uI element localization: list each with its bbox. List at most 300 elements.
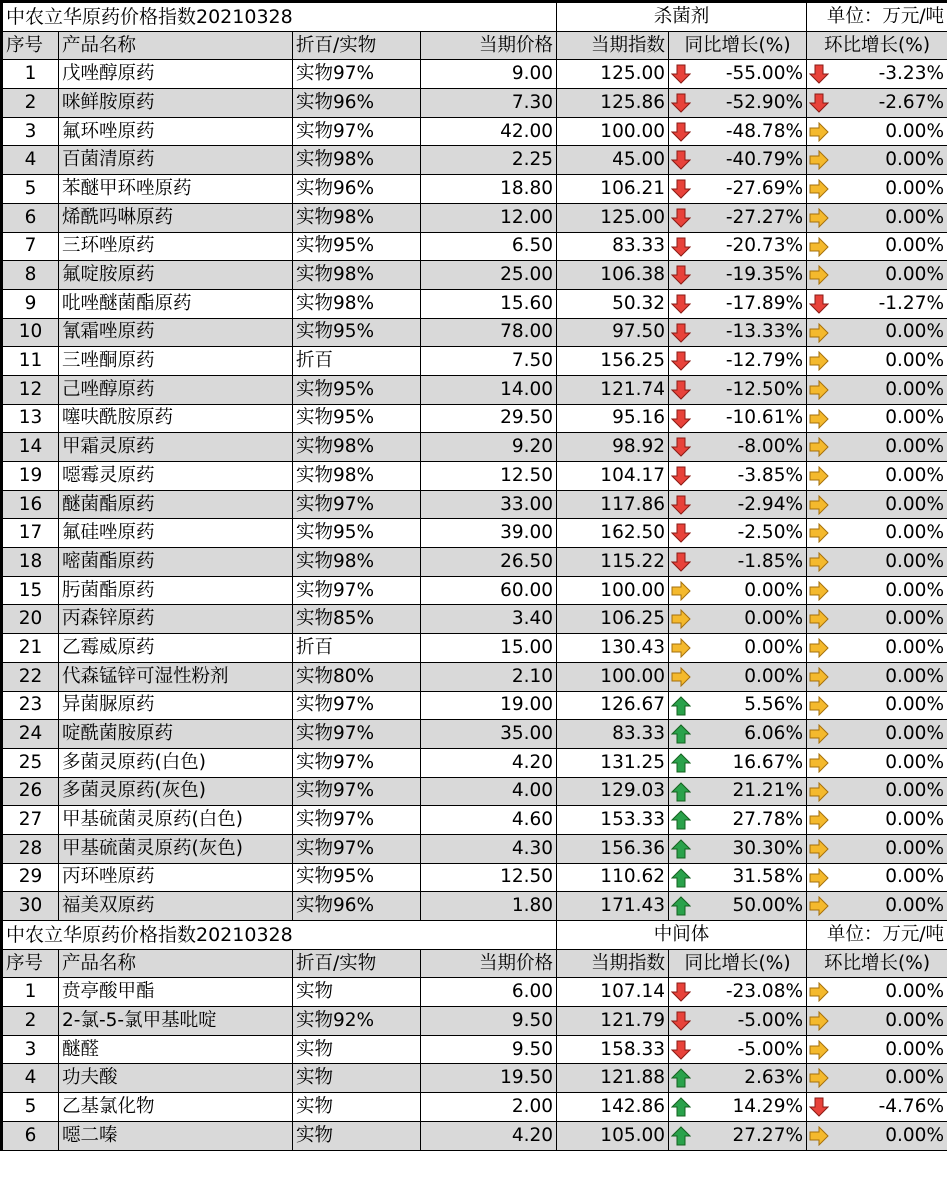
arrow-right-icon	[809, 896, 829, 916]
index-cell: 105.00	[557, 1121, 669, 1150]
arrow-up-icon	[671, 839, 691, 859]
yoy-cell-value: -27.27%	[725, 206, 804, 228]
row-no: 18	[3, 548, 59, 577]
row-no: 24	[3, 720, 59, 749]
arrow-down-icon	[671, 93, 691, 113]
mom-cell	[807, 433, 947, 462]
mom-cell	[807, 60, 947, 89]
mom-cell-value: 0.00%	[885, 436, 945, 458]
section-title-row	[3, 921, 947, 950]
yoy-cell	[669, 261, 807, 290]
arrow-down-icon	[671, 466, 691, 486]
arrow-right-icon	[809, 1011, 829, 1031]
yoy-cell-value: 14.29%	[732, 1095, 804, 1117]
product-name: 甲霜灵原药	[59, 433, 293, 462]
product-name: 百菌清原药	[59, 146, 293, 175]
table-row	[3, 605, 947, 634]
mom-cell-value: 0.00%	[885, 837, 945, 859]
product-name: 嘧菌酯原药	[59, 548, 293, 577]
row-no: 12	[3, 375, 59, 404]
arrow-down-icon	[671, 323, 691, 343]
yoy-cell-value: -48.78%	[725, 120, 804, 142]
row-no: 27	[3, 806, 59, 835]
spec-cell: 实物85%	[293, 605, 421, 634]
category-label: 中间体	[557, 921, 807, 950]
mom-cell-value: 0.00%	[885, 120, 945, 142]
index-cell: 158.33	[557, 1035, 669, 1064]
yoy-cell-value: -8.00%	[737, 436, 804, 458]
price-cell: 18.80	[421, 175, 557, 204]
table-row	[3, 519, 947, 548]
arrow-right-icon	[809, 552, 829, 572]
index-cell: 95.16	[557, 404, 669, 433]
mom-cell-value: 0.00%	[885, 550, 945, 572]
yoy-cell	[669, 1035, 807, 1064]
spec-cell: 实物	[293, 978, 421, 1007]
mom-cell-value: 0.00%	[885, 378, 945, 400]
yoy-cell-value: 31.58%	[732, 866, 804, 888]
arrow-down-icon	[671, 380, 691, 400]
price-cell: 26.50	[421, 548, 557, 577]
spec-cell: 折百	[293, 347, 421, 376]
mom-cell	[807, 375, 947, 404]
mom-cell-value: 0.00%	[885, 321, 945, 343]
price-cell: 4.30	[421, 834, 557, 863]
row-no: 4	[3, 1064, 59, 1093]
column-header-row	[3, 949, 947, 978]
arrow-down-icon	[671, 294, 691, 314]
table-row	[3, 834, 947, 863]
header-product-name: 产品名称	[59, 949, 293, 978]
price-cell: 4.60	[421, 806, 557, 835]
arrow-down-icon	[671, 150, 691, 170]
arrow-down-icon	[671, 523, 691, 543]
yoy-cell	[669, 634, 807, 663]
arrow-down-icon	[671, 351, 691, 371]
mom-cell-value: 0.00%	[885, 264, 945, 286]
price-cell: 19.50	[421, 1064, 557, 1093]
mom-cell-value: 0.00%	[885, 149, 945, 171]
index-cell: 100.00	[557, 662, 669, 691]
spec-cell: 折百	[293, 634, 421, 663]
table-row	[3, 691, 947, 720]
arrow-down-icon	[671, 1040, 691, 1060]
index-cell: 126.67	[557, 691, 669, 720]
yoy-cell-value: 16.67%	[732, 751, 804, 773]
arrow-down-icon	[671, 122, 691, 142]
yoy-cell	[669, 318, 807, 347]
mom-cell	[807, 720, 947, 749]
price-cell: 78.00	[421, 318, 557, 347]
row-no: 11	[3, 347, 59, 376]
arrow-down-icon	[671, 237, 691, 257]
arrow-up-icon	[671, 896, 691, 916]
spec-cell: 实物98%	[293, 289, 421, 318]
spec-cell: 实物92%	[293, 1007, 421, 1036]
index-cell: 100.00	[557, 117, 669, 146]
index-cell: 107.14	[557, 978, 669, 1007]
price-cell: 2.00	[421, 1093, 557, 1122]
mom-cell-value: 0.00%	[885, 177, 945, 199]
mom-cell-value: 0.00%	[885, 694, 945, 716]
unit-label: 单位：万元/吨	[807, 921, 947, 950]
index-cell: 156.36	[557, 834, 669, 863]
product-name: 肟菌酯原药	[59, 576, 293, 605]
yoy-cell-value: -55.00%	[725, 63, 804, 85]
mom-cell-value: 0.00%	[885, 751, 945, 773]
report-title: 中农立华原药价格指数20210328	[3, 921, 557, 950]
mom-cell-value: 0.00%	[885, 464, 945, 486]
arrow-right-icon	[671, 609, 691, 629]
price-cell: 60.00	[421, 576, 557, 605]
yoy-cell	[669, 462, 807, 491]
mom-cell	[807, 1064, 947, 1093]
row-no: 10	[3, 318, 59, 347]
table-row	[3, 347, 947, 376]
yoy-cell	[669, 519, 807, 548]
table-row	[3, 748, 947, 777]
table-row	[3, 720, 947, 749]
price-cell: 42.00	[421, 117, 557, 146]
product-name: 噁霉灵原药	[59, 462, 293, 491]
price-cell: 19.00	[421, 691, 557, 720]
spec-cell: 实物80%	[293, 662, 421, 691]
table-row	[3, 404, 947, 433]
product-name: 三唑酮原药	[59, 347, 293, 376]
price-cell: 25.00	[421, 261, 557, 290]
table-row	[3, 60, 947, 89]
table-row	[3, 1121, 947, 1150]
yoy-cell	[669, 892, 807, 921]
table-row	[3, 777, 947, 806]
price-cell: 9.00	[421, 60, 557, 89]
row-no: 25	[3, 748, 59, 777]
arrow-right-icon	[809, 351, 829, 371]
table-row	[3, 548, 947, 577]
spec-cell: 实物95%	[293, 863, 421, 892]
index-cell: 106.38	[557, 261, 669, 290]
spec-cell: 实物	[293, 1121, 421, 1150]
mom-cell-value: 0.00%	[885, 866, 945, 888]
header-spec: 折百/实物	[293, 949, 421, 978]
row-no: 17	[3, 519, 59, 548]
product-name: 功夫酸	[59, 1064, 293, 1093]
product-name: 甲基硫菌灵原药(白色)	[59, 806, 293, 835]
report-title: 中农立华原药价格指数20210328	[3, 3, 557, 32]
product-name: 贲亭酸甲酯	[59, 978, 293, 1007]
index-cell: 125.00	[557, 203, 669, 232]
row-no: 7	[3, 232, 59, 261]
yoy-cell	[669, 978, 807, 1007]
mom-cell	[807, 777, 947, 806]
table-row	[3, 806, 947, 835]
header-no: 序号	[3, 31, 59, 60]
yoy-cell-value: -17.89%	[725, 292, 804, 314]
arrow-up-icon	[671, 1068, 691, 1088]
arrow-down-icon	[671, 1011, 691, 1031]
index-cell: 45.00	[557, 146, 669, 175]
yoy-cell	[669, 834, 807, 863]
spec-cell: 实物95%	[293, 232, 421, 261]
product-name: 啶酰菌胺原药	[59, 720, 293, 749]
spec-cell: 实物96%	[293, 175, 421, 204]
spec-cell: 实物95%	[293, 318, 421, 347]
mom-cell	[807, 261, 947, 290]
spec-cell: 实物97%	[293, 60, 421, 89]
row-no: 28	[3, 834, 59, 863]
arrow-right-icon	[809, 323, 829, 343]
table-row	[3, 892, 947, 921]
yoy-cell	[669, 375, 807, 404]
mom-cell	[807, 576, 947, 605]
index-cell: 83.33	[557, 720, 669, 749]
arrow-down-icon	[671, 265, 691, 285]
mom-cell	[807, 117, 947, 146]
price-cell: 29.50	[421, 404, 557, 433]
mom-cell	[807, 834, 947, 863]
product-name: 吡唑醚菌酯原药	[59, 289, 293, 318]
yoy-cell-value: -19.35%	[725, 264, 804, 286]
mom-cell-value: 0.00%	[885, 522, 945, 544]
mom-cell	[807, 490, 947, 519]
row-no: 23	[3, 691, 59, 720]
index-cell: 50.32	[557, 289, 669, 318]
product-name: 醚醛	[59, 1035, 293, 1064]
row-no: 14	[3, 433, 59, 462]
mom-cell-value: 0.00%	[885, 1038, 945, 1060]
arrow-down-icon	[671, 982, 691, 1002]
spec-cell: 实物	[293, 1064, 421, 1093]
yoy-cell-value: 6.06%	[744, 723, 804, 745]
yoy-cell	[669, 806, 807, 835]
mom-cell-value: 0.00%	[885, 1124, 945, 1146]
arrow-right-icon	[809, 150, 829, 170]
row-no: 13	[3, 404, 59, 433]
price-index-table	[2, 2, 947, 1151]
mom-cell	[807, 863, 947, 892]
spec-cell: 实物97%	[293, 806, 421, 835]
yoy-cell-value: -13.33%	[725, 321, 804, 343]
yoy-cell-value: -40.79%	[725, 149, 804, 171]
yoy-cell-value: 30.30%	[732, 837, 804, 859]
spec-cell: 实物98%	[293, 203, 421, 232]
product-name: 2-氯-5-氯甲基吡啶	[59, 1007, 293, 1036]
unit-label: 单位：万元/吨	[807, 3, 947, 32]
mom-cell	[807, 175, 947, 204]
yoy-cell-value: -3.85%	[737, 464, 804, 486]
mom-cell	[807, 1121, 947, 1150]
arrow-down-icon	[671, 208, 691, 228]
mom-cell-value: 0.00%	[885, 665, 945, 687]
arrow-right-icon	[809, 868, 829, 888]
mom-cell-value: 0.00%	[885, 1067, 945, 1089]
mom-cell	[807, 806, 947, 835]
index-cell: 125.00	[557, 60, 669, 89]
header-mom: 环比增长(%)	[807, 31, 947, 60]
arrow-right-icon	[809, 1126, 829, 1146]
arrow-right-icon	[809, 1068, 829, 1088]
yoy-cell	[669, 146, 807, 175]
index-cell: 115.22	[557, 548, 669, 577]
product-name: 戊唑醇原药	[59, 60, 293, 89]
header-no: 序号	[3, 949, 59, 978]
price-cell: 9.50	[421, 1007, 557, 1036]
arrow-right-icon	[809, 523, 829, 543]
index-cell: 97.50	[557, 318, 669, 347]
spec-cell: 实物98%	[293, 462, 421, 491]
index-cell: 83.33	[557, 232, 669, 261]
arrow-right-icon	[809, 839, 829, 859]
mom-cell-value: -2.67%	[878, 91, 945, 113]
product-name: 甲基硫菌灵原药(灰色)	[59, 834, 293, 863]
yoy-cell-value: -52.90%	[725, 91, 804, 113]
spec-cell: 实物97%	[293, 720, 421, 749]
price-cell: 12.50	[421, 462, 557, 491]
yoy-cell	[669, 404, 807, 433]
mom-cell-value: 0.00%	[885, 981, 945, 1003]
product-name: 氟啶胺原药	[59, 261, 293, 290]
index-cell: 131.25	[557, 748, 669, 777]
arrow-down-icon	[809, 64, 829, 84]
arrow-down-icon	[671, 179, 691, 199]
spec-cell: 实物	[293, 1035, 421, 1064]
price-cell: 7.50	[421, 347, 557, 376]
table-row	[3, 1093, 947, 1122]
yoy-cell-value: 0.00%	[744, 579, 804, 601]
table-row	[3, 576, 947, 605]
row-no: 15	[3, 576, 59, 605]
arrow-up-icon	[671, 868, 691, 888]
yoy-cell-value: -12.79%	[725, 350, 804, 372]
mom-cell	[807, 462, 947, 491]
index-cell: 106.25	[557, 605, 669, 634]
index-cell: 98.92	[557, 433, 669, 462]
row-no: 20	[3, 605, 59, 634]
index-cell: 156.25	[557, 347, 669, 376]
arrow-up-icon	[671, 1126, 691, 1146]
arrow-right-icon	[809, 380, 829, 400]
table-row	[3, 261, 947, 290]
arrow-up-icon	[671, 753, 691, 773]
mom-cell	[807, 978, 947, 1007]
arrow-right-icon	[809, 466, 829, 486]
row-no: 3	[3, 117, 59, 146]
header-index: 当期指数	[557, 31, 669, 60]
index-cell: 153.33	[557, 806, 669, 835]
price-cell: 12.00	[421, 203, 557, 232]
price-cell: 3.40	[421, 605, 557, 634]
yoy-cell-value: -5.00%	[737, 1009, 804, 1031]
price-cell: 15.00	[421, 634, 557, 663]
product-name: 丙环唑原药	[59, 863, 293, 892]
product-name: 苯醚甲环唑原药	[59, 175, 293, 204]
price-cell: 4.20	[421, 748, 557, 777]
table-row	[3, 318, 947, 347]
yoy-cell	[669, 863, 807, 892]
table-row	[3, 175, 947, 204]
mom-cell-value: 0.00%	[885, 579, 945, 601]
yoy-cell	[669, 691, 807, 720]
header-product-name: 产品名称	[59, 31, 293, 60]
product-name: 代森锰锌可湿性粉剂	[59, 662, 293, 691]
mom-cell	[807, 519, 947, 548]
table-row	[3, 89, 947, 118]
yoy-cell-value: 27.27%	[732, 1124, 804, 1146]
arrow-right-icon	[809, 581, 829, 601]
mom-cell-value: 0.00%	[885, 350, 945, 372]
yoy-cell	[669, 203, 807, 232]
arrow-down-icon	[671, 437, 691, 457]
row-no: 8	[3, 261, 59, 290]
header-price: 当期价格	[421, 31, 557, 60]
arrow-right-icon	[809, 753, 829, 773]
arrow-up-icon	[671, 782, 691, 802]
row-no: 26	[3, 777, 59, 806]
header-spec: 折百/实物	[293, 31, 421, 60]
arrow-up-icon	[671, 810, 691, 830]
arrow-down-icon	[671, 495, 691, 515]
yoy-cell-value: -2.94%	[737, 493, 804, 515]
table-row	[3, 1064, 947, 1093]
row-no: 1	[3, 978, 59, 1007]
arrow-down-icon	[671, 64, 691, 84]
spec-cell: 实物97%	[293, 834, 421, 863]
spec-cell: 实物95%	[293, 519, 421, 548]
price-cell: 1.80	[421, 892, 557, 921]
table-row	[3, 203, 947, 232]
row-no: 5	[3, 1093, 59, 1122]
index-cell: 121.79	[557, 1007, 669, 1036]
yoy-cell	[669, 1121, 807, 1150]
yoy-cell-value: 50.00%	[732, 895, 804, 917]
yoy-cell	[669, 576, 807, 605]
header-yoy: 同比增长(%)	[669, 31, 807, 60]
spec-cell: 实物98%	[293, 146, 421, 175]
mom-cell	[807, 289, 947, 318]
yoy-cell	[669, 605, 807, 634]
row-no: 9	[3, 289, 59, 318]
index-cell: 142.86	[557, 1093, 669, 1122]
table-row	[3, 978, 947, 1007]
price-cell: 4.20	[421, 1121, 557, 1150]
arrow-right-icon	[809, 982, 829, 1002]
arrow-right-icon	[671, 667, 691, 687]
arrow-down-icon	[809, 294, 829, 314]
price-cell: 12.50	[421, 863, 557, 892]
price-cell: 9.20	[421, 433, 557, 462]
header-index: 当期指数	[557, 949, 669, 978]
product-name: 氟环唑原药	[59, 117, 293, 146]
yoy-cell-value: -20.73%	[725, 235, 804, 257]
mom-cell	[807, 892, 947, 921]
yoy-cell	[669, 117, 807, 146]
row-no: 2	[3, 1007, 59, 1036]
yoy-cell	[669, 777, 807, 806]
arrow-up-icon	[671, 696, 691, 716]
arrow-right-icon	[809, 122, 829, 142]
product-name: 乙霉威原药	[59, 634, 293, 663]
price-cell: 7.30	[421, 89, 557, 118]
mom-cell-value: 0.00%	[885, 723, 945, 745]
table-row	[3, 863, 947, 892]
row-no: 6	[3, 1121, 59, 1150]
spec-cell: 实物97%	[293, 748, 421, 777]
yoy-cell	[669, 490, 807, 519]
spec-cell: 实物97%	[293, 490, 421, 519]
index-cell: 171.43	[557, 892, 669, 921]
row-no: 16	[3, 490, 59, 519]
product-name: 己唑醇原药	[59, 375, 293, 404]
